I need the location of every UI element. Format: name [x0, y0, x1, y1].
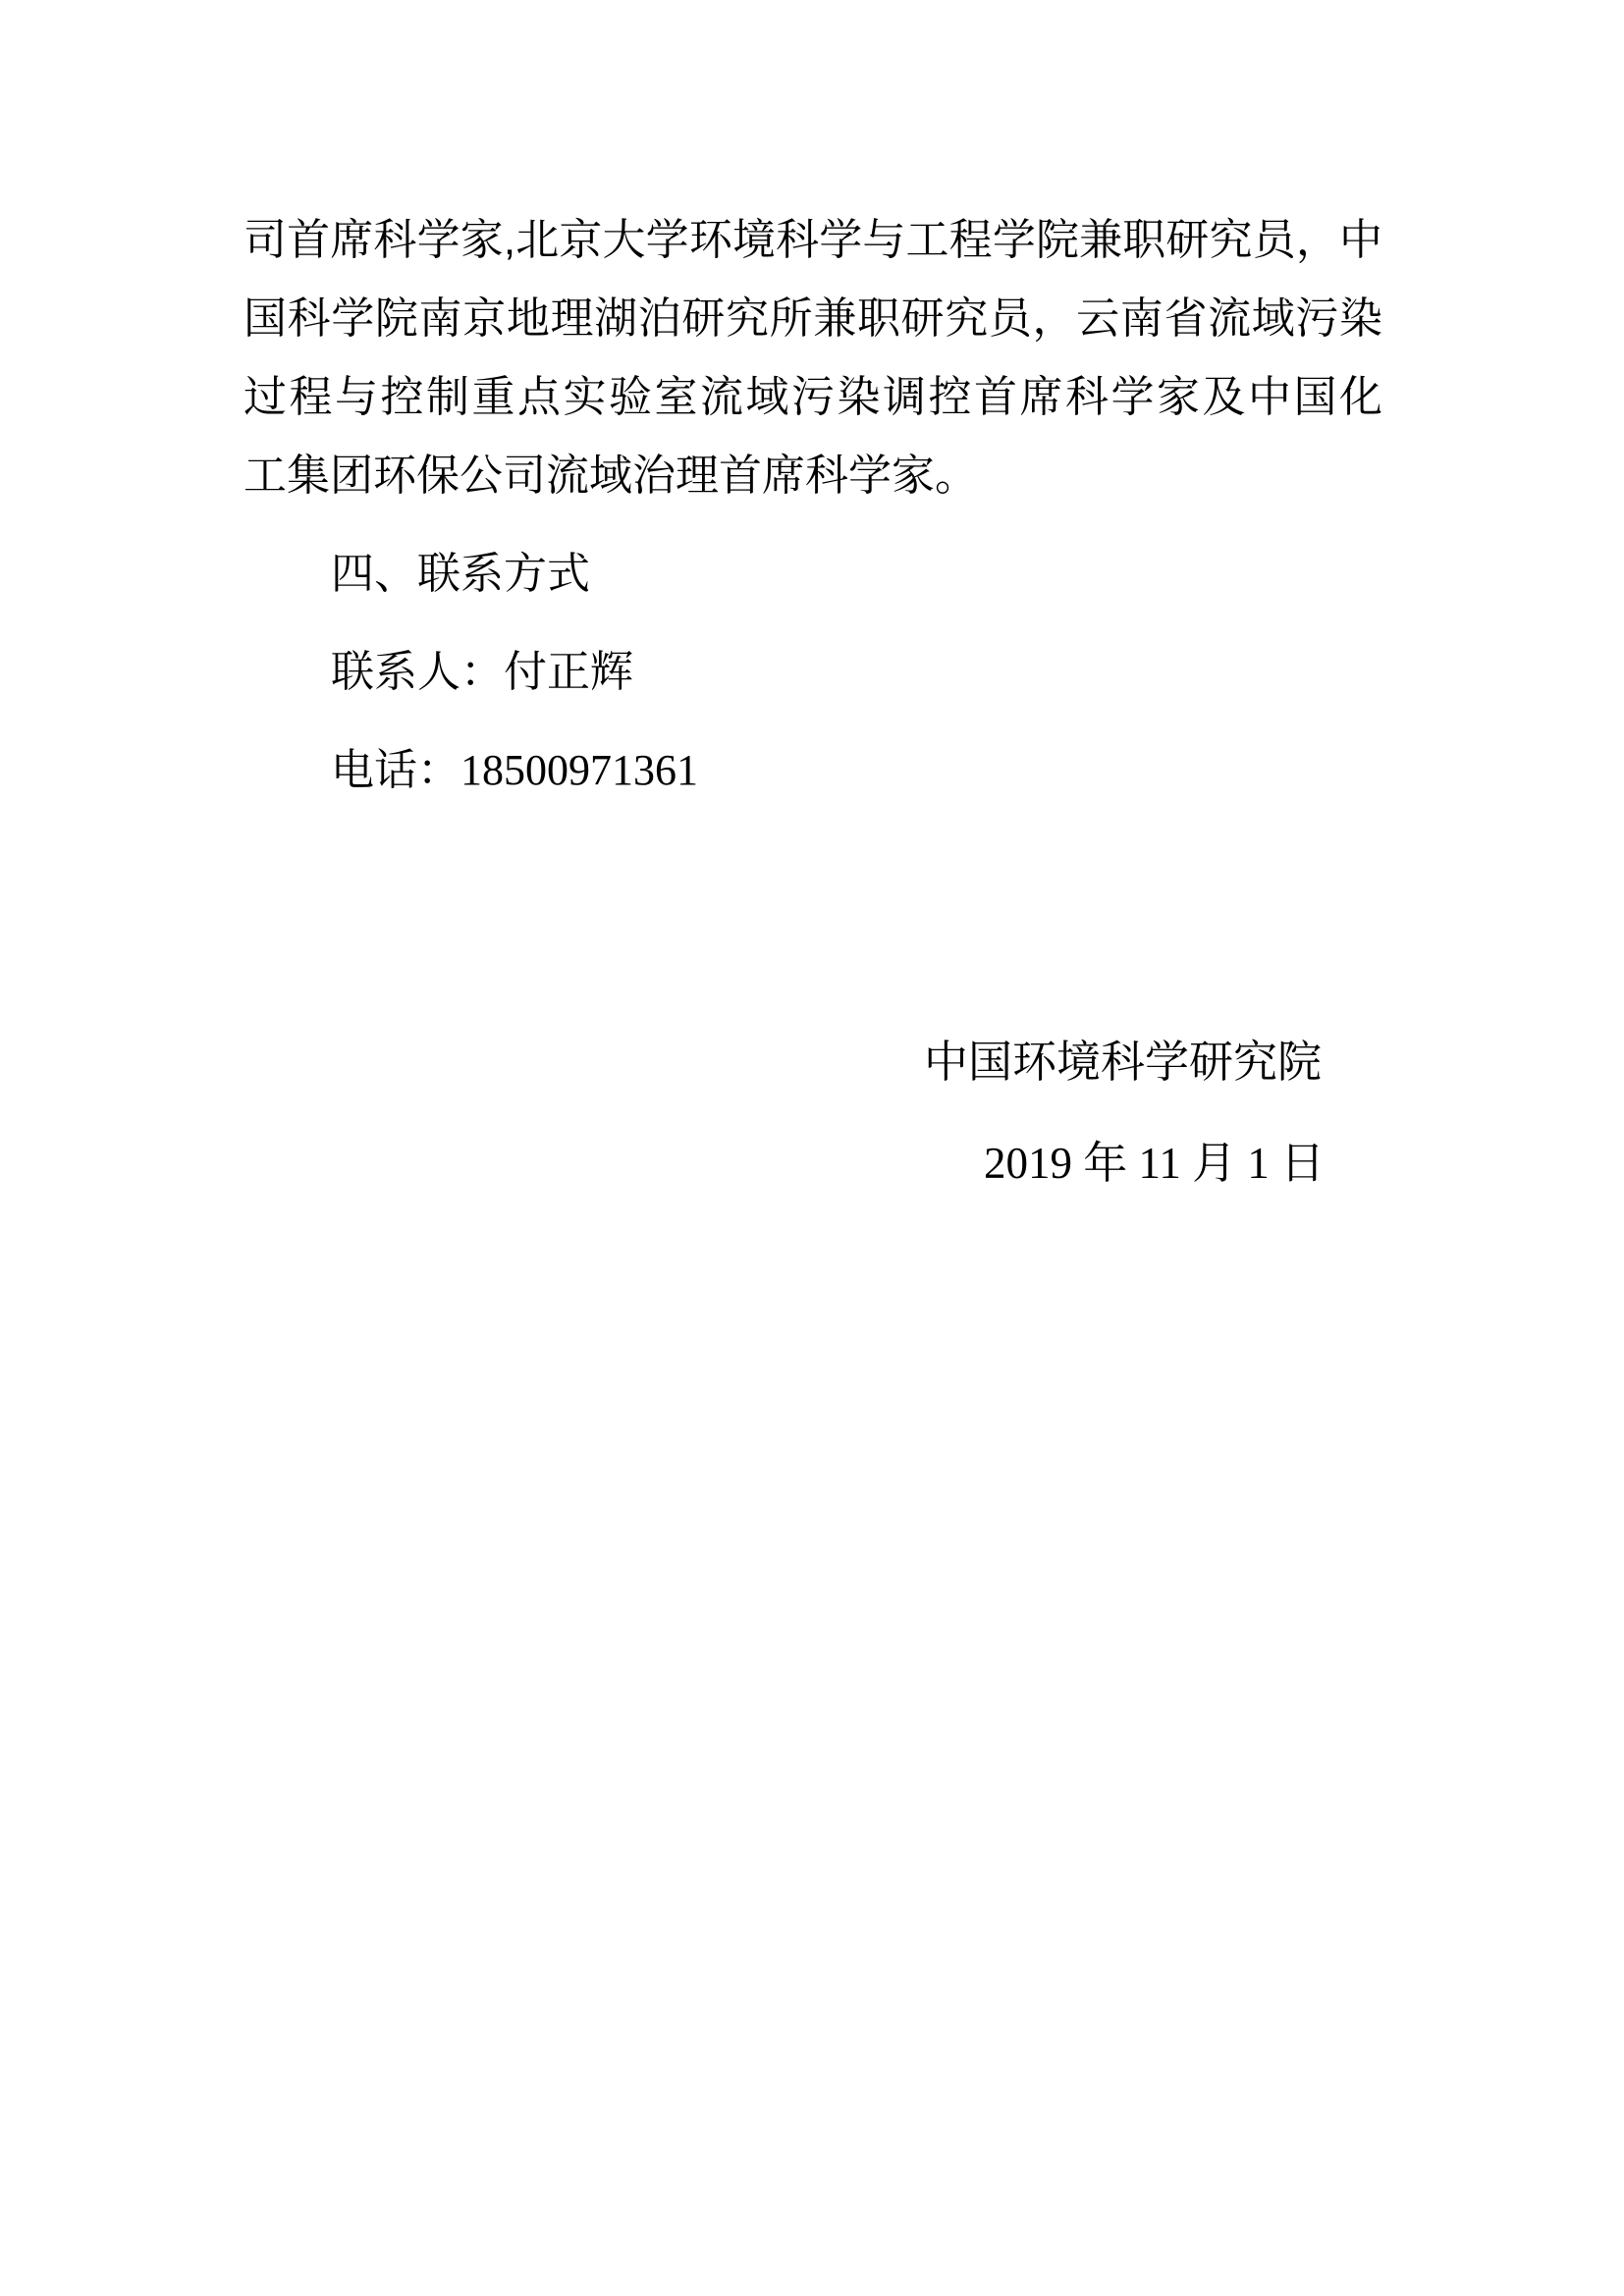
- phone-label: 电话：: [331, 746, 460, 794]
- body-paragraph: [244, 201, 1382, 515]
- contact-person-name: 付正辉: [504, 648, 633, 696]
- paragraph-line: 工集团环保公司流域治理首席科学家。: [244, 452, 978, 500]
- contact-person-line: [244, 633, 1382, 712]
- section-heading-contact-info: 四、联系方式: [331, 550, 590, 598]
- paragraph-line: 国科学院南京地理湖泊研究所兼职研究员，云南省流域污染: [244, 294, 1382, 343]
- paragraph-line: 过程与控制重点实验室流域污染调控首席科学家及中国化: [244, 373, 1382, 421]
- phone-number: 18500971361: [460, 746, 698, 794]
- phone-line: [244, 731, 1382, 810]
- paragraph-line: 司首席科学家,北京大学环境科学与工程学院兼职研究员，中: [244, 216, 1382, 264]
- contact-person-label: 联系人：: [331, 648, 504, 696]
- signature-organization: 中国环境科学研究院: [924, 1037, 1323, 1087]
- signature-date: 2019 年 11 月 1 日: [984, 1139, 1326, 1188]
